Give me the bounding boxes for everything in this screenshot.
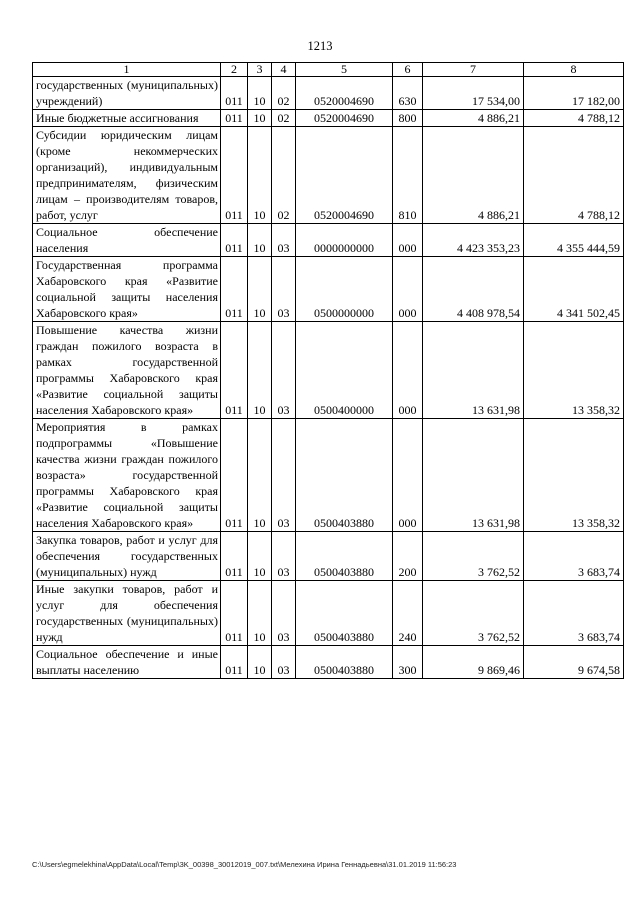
- cell-type: 800: [393, 110, 423, 127]
- cell-subsection: 03: [272, 322, 296, 419]
- cell-amount-1: 4 423 353,23: [423, 224, 524, 257]
- cell-section: 10: [248, 532, 272, 581]
- cell-type: 810: [393, 127, 423, 224]
- budget-table: [32, 62, 624, 679]
- cell-target: 0500403880: [296, 532, 393, 581]
- cell-amount-2: 3 683,74: [524, 581, 624, 646]
- cell-target: 0520004690: [296, 110, 393, 127]
- cell-target: 0500000000: [296, 257, 393, 322]
- table-row: [33, 77, 624, 110]
- column-header: 8: [524, 63, 624, 77]
- cell-type: 000: [393, 322, 423, 419]
- cell-target: 0500403880: [296, 419, 393, 532]
- cell-admin: 011: [221, 77, 248, 110]
- file-path-footer: C:\Users\egmelekhina\AppData\Local\Temp\3K_00398_30012019_007.txt\Мелехина Ирина Геннадьевна\31.01.2019 11:56:23: [32, 860, 457, 869]
- cell-subsection: 03: [272, 581, 296, 646]
- table-row: [33, 127, 624, 224]
- cell-admin: 011: [221, 581, 248, 646]
- row-name: Социальное обеспечение и иные выплаты населению: [33, 646, 221, 679]
- cell-amount-1: 13 631,98: [423, 419, 524, 532]
- column-header: 4: [272, 63, 296, 77]
- cell-target: 0500403880: [296, 581, 393, 646]
- cell-section: 10: [248, 646, 272, 679]
- cell-type: 630: [393, 77, 423, 110]
- row-name: Государственная программа Хабаровского края «Развитие социальной защиты населения Хабаровского края»: [33, 257, 221, 322]
- table-row: [33, 257, 624, 322]
- cell-amount-1: 4 886,21: [423, 110, 524, 127]
- cell-target: 0500403880: [296, 646, 393, 679]
- cell-amount-1: 4 408 978,54: [423, 257, 524, 322]
- cell-amount-1: 3 762,52: [423, 581, 524, 646]
- cell-amount-2: 3 683,74: [524, 532, 624, 581]
- cell-amount-2: 4 788,12: [524, 127, 624, 224]
- cell-admin: 011: [221, 257, 248, 322]
- column-header: 7: [423, 63, 524, 77]
- cell-target: 0500400000: [296, 322, 393, 419]
- cell-subsection: 03: [272, 224, 296, 257]
- row-name: государственных (муниципальных) учреждений): [33, 77, 221, 110]
- table-row: [33, 532, 624, 581]
- row-name: Закупка товаров, работ и услуг для обеспечения государственных (муниципальных) нужд: [33, 532, 221, 581]
- cell-section: 10: [248, 224, 272, 257]
- cell-target: 0520004690: [296, 77, 393, 110]
- cell-type: 300: [393, 646, 423, 679]
- table-row: [33, 419, 624, 532]
- cell-subsection: 03: [272, 257, 296, 322]
- cell-admin: 011: [221, 224, 248, 257]
- cell-amount-2: 17 182,00: [524, 77, 624, 110]
- cell-section: 10: [248, 257, 272, 322]
- cell-amount-2: 4 341 502,45: [524, 257, 624, 322]
- cell-admin: 011: [221, 646, 248, 679]
- column-header: 6: [393, 63, 423, 77]
- cell-admin: 011: [221, 419, 248, 532]
- cell-amount-2: 4 355 444,59: [524, 224, 624, 257]
- cell-amount-1: 3 762,52: [423, 532, 524, 581]
- cell-subsection: 03: [272, 419, 296, 532]
- column-header: 5: [296, 63, 393, 77]
- column-header: 3: [248, 63, 272, 77]
- cell-amount-1: 17 534,00: [423, 77, 524, 110]
- cell-subsection: 02: [272, 110, 296, 127]
- table-row: [33, 322, 624, 419]
- cell-admin: 011: [221, 322, 248, 419]
- cell-target: 0000000000: [296, 224, 393, 257]
- column-header: 2: [221, 63, 248, 77]
- cell-subsection: 02: [272, 77, 296, 110]
- cell-section: 10: [248, 110, 272, 127]
- row-name: Социальное обеспечение населения: [33, 224, 221, 257]
- row-name: Иные закупки товаров, работ и услуг для обеспечения государственных (муниципальных) нужд: [33, 581, 221, 646]
- cell-target: 0520004690: [296, 127, 393, 224]
- table-row: [33, 581, 624, 646]
- cell-subsection: 02: [272, 127, 296, 224]
- cell-amount-2: 13 358,32: [524, 322, 624, 419]
- cell-subsection: 03: [272, 532, 296, 581]
- cell-amount-2: 13 358,32: [524, 419, 624, 532]
- table-row: [33, 646, 624, 679]
- cell-section: 10: [248, 127, 272, 224]
- row-name: Мероприятия в рамках подпрограммы «Повышение качества жизни граждан пожилого возраста» государственной программы Хабаровского края «Развитие социальной защиты населения Хабаровского края»: [33, 419, 221, 532]
- cell-admin: 011: [221, 127, 248, 224]
- cell-type: 200: [393, 532, 423, 581]
- row-name: Субсидии юридическим лицам (кроме некоммерческих организаций), индивидуальным предпринимателям, физическим лицам – производителям товаров, работ, услуг: [33, 127, 221, 224]
- cell-amount-1: 13 631,98: [423, 322, 524, 419]
- cell-admin: 011: [221, 110, 248, 127]
- cell-section: 10: [248, 581, 272, 646]
- table-row: [33, 110, 624, 127]
- cell-section: 10: [248, 419, 272, 532]
- cell-amount-2: 4 788,12: [524, 110, 624, 127]
- cell-amount-2: 9 674,58: [524, 646, 624, 679]
- cell-type: 240: [393, 581, 423, 646]
- table-row: [33, 224, 624, 257]
- cell-amount-1: 9 869,46: [423, 646, 524, 679]
- cell-section: 10: [248, 77, 272, 110]
- page-number: 1213: [307, 39, 333, 53]
- cell-subsection: 03: [272, 646, 296, 679]
- cell-admin: 011: [221, 532, 248, 581]
- row-name: Иные бюджетные ассигнования: [33, 110, 221, 127]
- cell-amount-1: 4 886,21: [423, 127, 524, 224]
- cell-type: 000: [393, 257, 423, 322]
- cell-section: 10: [248, 322, 272, 419]
- cell-type: 000: [393, 224, 423, 257]
- table-header-row: [33, 63, 624, 77]
- row-name: Повышение качества жизни граждан пожилого возраста в рамках государственной программы Хабаровского края «Развитие социальной защиты населения Хабаровского края»: [33, 322, 221, 419]
- cell-type: 000: [393, 419, 423, 532]
- column-header: 1: [33, 63, 221, 77]
